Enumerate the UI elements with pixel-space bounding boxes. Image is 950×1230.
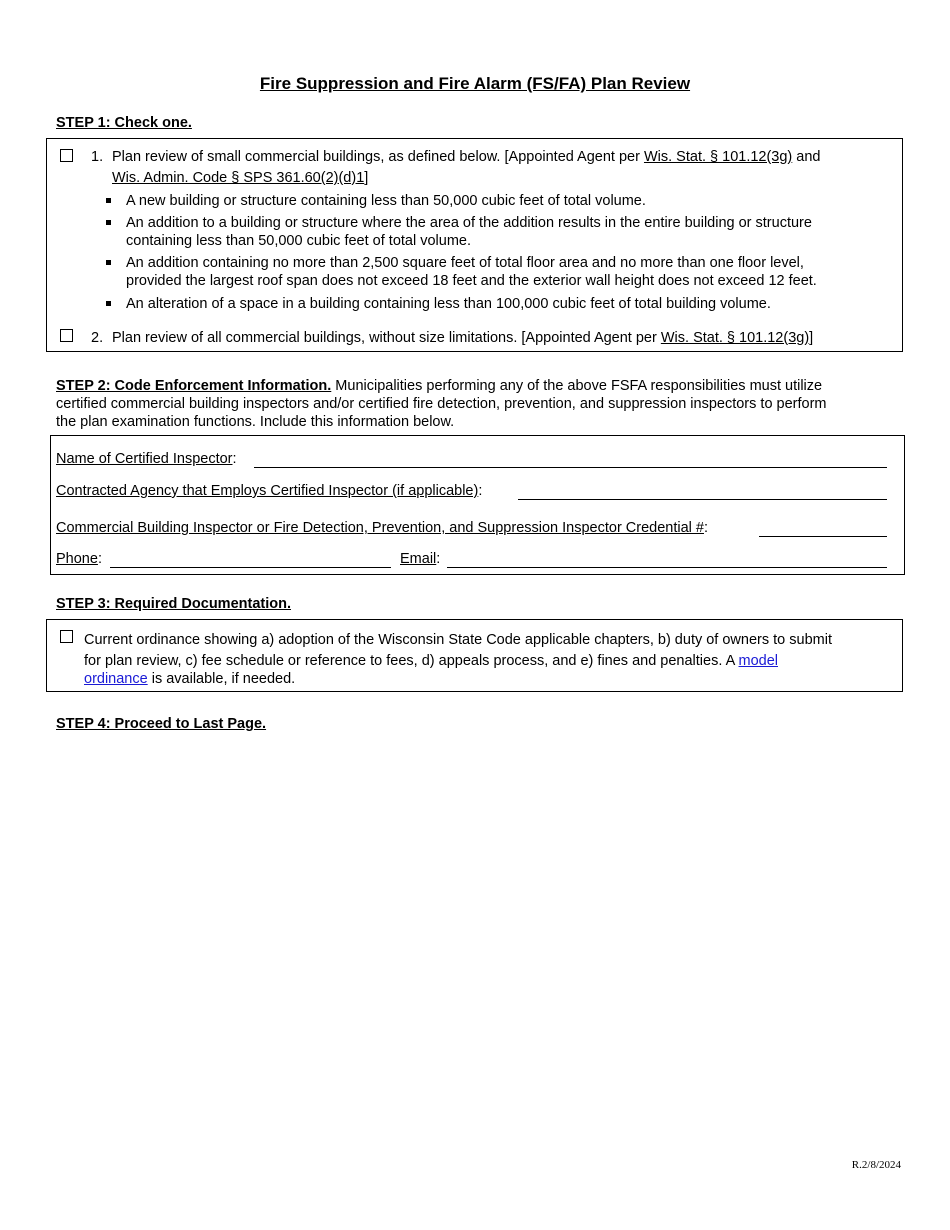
bullet-icon: [106, 220, 111, 225]
phone-field[interactable]: [110, 567, 391, 568]
bullet-2-text-cont: containing less than 50,000 cubic feet of total volume.: [126, 233, 471, 249]
documentation-checkbox[interactable]: [60, 630, 73, 643]
step2-intro: STEP 2: Code Enforcement Information. Municipalities performing any of the above FSFA responsibilities must utilize: [56, 378, 823, 394]
agency-field[interactable]: [518, 499, 887, 500]
option2-statute-link[interactable]: Wis. Stat. § 101.12(3g): [660, 330, 810, 346]
option1-number: 1.: [91, 149, 104, 165]
credential-label: Commercial Building Inspector or Fire Detection, Prevention, and Suppression Inspector Credential #:: [56, 520, 709, 536]
option1-text: Plan review of small commercial buildings, as defined below. [Appointed Agent per Wis. Stat. § 101.12(3g) and: [112, 149, 821, 165]
step3-box: [46, 619, 903, 692]
email-field[interactable]: [447, 567, 887, 568]
documentation-text-line2: for plan review, c) fee schedule or reference to fees, d) appeals process, and e) fines and penalties. A model: [84, 653, 778, 669]
step4-heading: STEP 4: Proceed to Last Page.: [56, 716, 267, 732]
bullet-1-text: A new building or structure containing less than 50,000 cubic feet of total volume.: [126, 193, 646, 209]
email-label: Email:: [400, 551, 441, 567]
bullet-icon: [106, 301, 111, 306]
bullet-3-text: An addition containing no more than 2,500 square feet of total floor area and no more than one floor level,: [126, 255, 804, 271]
credential-field[interactable]: [759, 536, 887, 537]
bullet-3-text-cont: provided the largest roof span does not exceed 18 feet and the exterior wall height does not exceed 12 feet.: [126, 273, 817, 289]
revision-date: R.2/8/2024: [851, 1159, 901, 1171]
option1-statute-link[interactable]: Wis. Stat. § 101.12(3g): [643, 149, 793, 165]
step2-intro-line2: certified commercial building inspectors and/or certified fire detection, prevention, and suppression inspectors to perform: [56, 396, 827, 412]
bullet-2-text: An addition to a building or structure where the area of the addition results in the entire building or structure: [126, 215, 812, 231]
option1-text-cont: Wis. Admin. Code § SPS 361.60(2)(d)1]: [112, 170, 369, 186]
option2-text: Plan review of all commercial buildings, without size limitations. [Appointed Agent per Wis. Stat. § 101.12(3g)]: [112, 330, 814, 346]
model-ordinance-link-cont[interactable]: ordinance: [84, 671, 148, 687]
inspector-name-field[interactable]: [254, 467, 887, 468]
step1-heading: STEP 1: Check one.: [56, 115, 192, 131]
option2-number: 2.: [91, 330, 104, 346]
bullet-icon: [106, 198, 111, 203]
option1-code-link[interactable]: Wis. Admin. Code § SPS 361.60(2)(d)1: [112, 170, 365, 186]
documentation-text: Current ordinance showing a) adoption of the Wisconsin State Code applicable chapters, b) duty of owners to submit: [84, 632, 832, 648]
model-ordinance-link[interactable]: model: [738, 653, 778, 669]
phone-label: Phone:: [56, 551, 102, 567]
bullet-icon: [106, 260, 111, 265]
step3-heading: STEP 3: Required Documentation.: [56, 596, 291, 612]
documentation-text-line3: ordinance is available, if needed.: [84, 671, 296, 687]
step2-box: [50, 435, 905, 575]
bullet-4-text: An alteration of a space in a building containing less than 100,000 cubic feet of total building volume.: [126, 296, 771, 312]
inspector-name-label: Name of Certified Inspector:: [56, 451, 237, 467]
step1-box: [46, 138, 903, 352]
page-title: Fire Suppression and Fire Alarm (FS/FA) Plan Review: [259, 74, 691, 93]
step2-intro-line3: the plan examination functions. Include this information below.: [56, 414, 455, 430]
agency-label: Contracted Agency that Employs Certified Inspector (if applicable):: [56, 483, 483, 499]
option2-checkbox[interactable]: [60, 329, 73, 342]
step2-heading: STEP 2: Code Enforcement Information.: [56, 378, 332, 394]
option1-checkbox[interactable]: [60, 149, 73, 162]
